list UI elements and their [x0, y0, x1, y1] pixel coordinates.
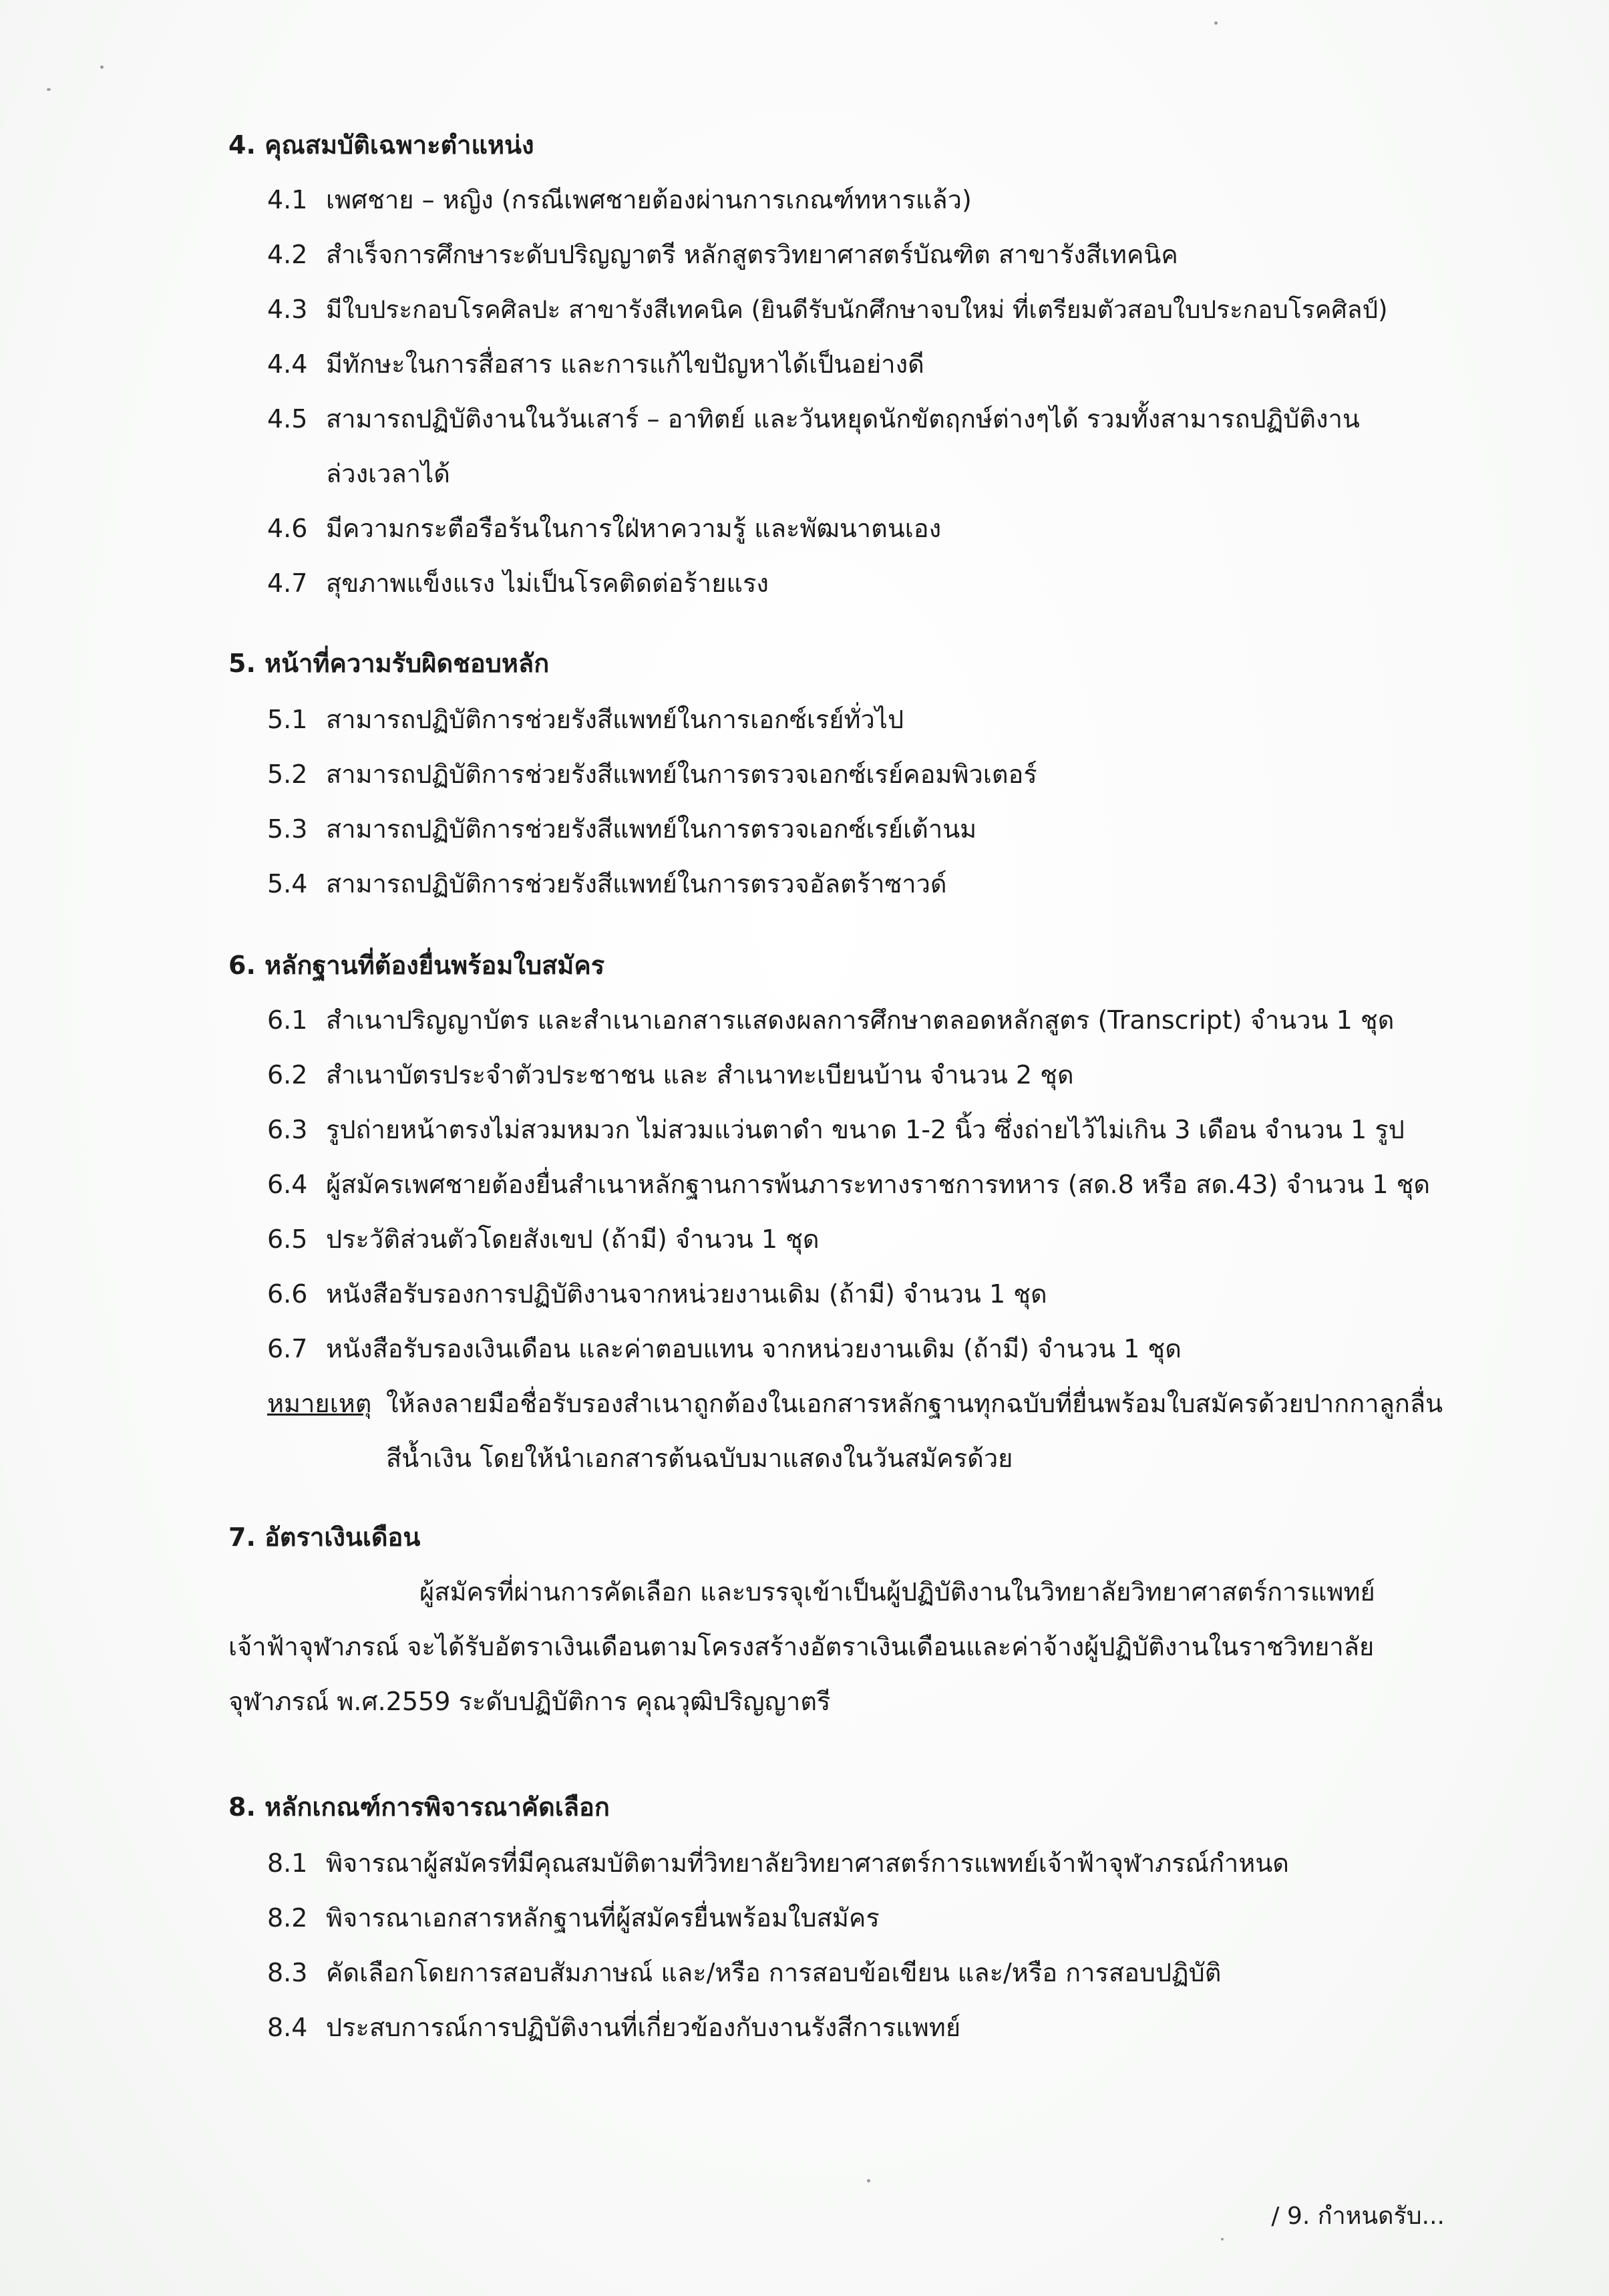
item-text: พิจารณาผู้สมัครที่มีคุณสมบัติตามที่วิทยาลัยวิทยาศาสตร์การแพทย์เจ้าฟ้าจุฬาภรณ์กำหนด — [326, 1848, 1289, 1878]
note-continuation: สีน้ำเงิน โดยให้นำเอกสารต้นฉบับมาแสดงในวันสมัครด้วย — [386, 1444, 1013, 1473]
note-label: หมายเหตุ — [267, 1389, 372, 1418]
item-number: 8.3 — [267, 1958, 308, 1987]
item-number: 5.2 — [267, 760, 308, 789]
list-item — [267, 516, 941, 541]
list-item — [267, 1905, 880, 1931]
item-text: สามารถปฏิบัติงานในวันเสาร์ – อาทิตย์ และวันหยุดนักขัตฤกษ์ต่างๆได้ รวมทั้งสามารถปฏิบัติงาน — [326, 404, 1360, 434]
item-text: หนังสือรับรองเงินเดือน และค่าตอบแทน จากหน่วยงานเดิม (ถ้ามี) จำนวน 1 ชุด — [326, 1334, 1182, 1363]
item-text: สำเร็จการศึกษาระดับปริญญาตรี หลักสูตรวิทยาศาสตร์บัณฑิต สาขารังสีเทคนิค — [326, 240, 1178, 269]
item-number: 4.2 — [267, 240, 308, 269]
item-text: สามารถปฏิบัติการช่วยรังสีแพทย์ในการตรวจเอกซ์เรย์เต้านม — [326, 814, 977, 844]
list-item — [267, 1062, 1074, 1088]
list-item — [267, 1960, 1221, 1985]
item-number: 6.5 — [267, 1224, 308, 1254]
item-text: รูปถ่ายหน้าตรงไม่สวมหมวก ไม่สวมแว่นตาดำ ขนาด 1-2 นิ้ว ซึ่งถ่ายไว้ไม่เกิน 3 เดือน จำนวน 1 รูป — [326, 1115, 1405, 1144]
item-number: 6.7 — [267, 1334, 308, 1363]
item-text: สำเนาบัตรประจำตัวประชาชน และ สำเนาทะเบียนบ้าน จำนวน 2 ชุด — [326, 1060, 1074, 1090]
item-continuation: ล่วงเวลาได้ — [326, 459, 450, 488]
salary-paragraph-line-2: เจ้าฟ้าจุฬาภรณ์ จะได้รับอัตราเงินเดือนตามโครงสร้างอัตราเงินเดือนและค่าจ้างผู้ปฏิบัติงานในราชวิทยาลัย — [228, 1632, 1375, 1661]
list-item — [267, 1172, 1430, 1197]
list-item — [267, 1281, 1047, 1307]
list-item — [267, 707, 904, 732]
list-item — [267, 242, 1178, 267]
list-item — [267, 816, 976, 842]
item-number: 8.4 — [267, 2013, 308, 2042]
scan-speck — [100, 65, 104, 69]
list-item — [267, 1850, 1289, 1876]
list-item — [267, 1117, 1405, 1142]
scan-speck — [1214, 21, 1218, 25]
section-5-title: 5. หน้าที่ความรับผิดชอบหลัก — [228, 649, 550, 678]
item-text: สามารถปฏิบัติการช่วยรังสีแพทย์ในการตรวจเอกซ์เรย์คอมพิวเตอร์ — [326, 760, 1037, 789]
item-text: มีความกระตือรือร้นในการใฝ่หาความรู้ และพัฒนาตนเอง — [326, 514, 942, 543]
item-number: 8.1 — [267, 1848, 308, 1878]
list-item — [267, 2015, 960, 2040]
item-text: สามารถปฏิบัติการช่วยรังสีแพทย์ในการเอกซ์เรย์ทั่วไป — [326, 705, 904, 734]
item-text: มีทักษะในการสื่อสาร และการแก้ไขปัญหาได้เป็นอย่างดี — [326, 349, 924, 379]
salary-paragraph-line-1: ผู้สมัครที่ผ่านการคัดเลือก และบรรจุเข้าเป็นผู้ปฏิบัติงานในวิทยาลัยวิทยาศาสตร์การแพทย์ — [419, 1577, 1375, 1607]
list-item — [267, 871, 947, 896]
item-text: หนังสือรับรองการปฏิบัติงานจากหน่วยงานเดิม (ถ้ามี) จำนวน 1 ชุด — [326, 1279, 1047, 1309]
section-6-title: 6. หลักฐานที่ต้องยื่นพร้อมใบสมัคร — [228, 951, 605, 980]
list-item — [267, 297, 1388, 322]
item-number: 6.6 — [267, 1279, 308, 1309]
list-item — [267, 762, 1037, 787]
list-item — [267, 187, 972, 212]
item-number: 4.1 — [267, 185, 308, 214]
item-number: 6.3 — [267, 1115, 308, 1144]
note-text: ให้ลงลายมือชื่อรับรองสำเนาถูกต้องในเอกสารหลักฐานทุกฉบับที่ยื่นพร้อมใบสมัครด้วยปากกาลูกลื่น — [386, 1389, 1443, 1418]
scan-speck — [1221, 2238, 1224, 2241]
item-text: สุขภาพแข็งแรง ไม่เป็นโรคติดต่อร้ายแรง — [326, 568, 769, 598]
item-text: สำเนาปริญญาบัตร และสำเนาเอกสารแสดงผลการศึกษาตลอดหลักสูตร (Transcript) จำนวน 1 ชุด — [326, 1005, 1395, 1035]
item-text: คัดเลือกโดยการสอบสัมภาษณ์ และ/หรือ การสอบข้อเขียน และ/หรือ การสอบปฏิบัติ — [326, 1958, 1222, 1987]
item-number: 8.2 — [267, 1903, 308, 1933]
item-text: ประสบการณ์การปฏิบัติงานที่เกี่ยวข้องกับงานรังสีการแพทย์ — [326, 2013, 961, 2042]
next-page-reference: / 9. กำหนดรับ... — [1271, 2202, 1445, 2230]
list-item — [267, 406, 1360, 432]
item-number: 5.3 — [267, 814, 308, 844]
item-number: 4.3 — [267, 295, 308, 324]
item-number: 4.7 — [267, 568, 308, 598]
item-text: เพศชาย – หญิง (กรณีเพศชายต้องผ่านการเกณฑ์ทหารแล้ว) — [326, 185, 972, 214]
item-number: 4.5 — [267, 404, 308, 434]
scan-speck — [47, 88, 51, 91]
list-item — [267, 351, 924, 377]
list-item — [267, 1226, 820, 1252]
salary-paragraph-line-3: จุฬาภรณ์ พ.ศ.2559 ระดับปฏิบัติการ คุณวุฒิปริญญาตรี — [228, 1687, 831, 1716]
item-number: 6.2 — [267, 1060, 308, 1090]
item-text: พิจารณาเอกสารหลักฐานที่ผู้สมัครยื่นพร้อมใบสมัคร — [326, 1903, 880, 1933]
section-8-title: 8. หลักเกณฑ์การพิจารณาคัดเลือก — [228, 1792, 610, 1822]
list-item — [267, 1336, 1182, 1361]
item-number: 5.4 — [267, 869, 308, 898]
item-number: 4.6 — [267, 514, 308, 543]
item-text: มีใบประกอบโรคศิลปะ สาขารังสีเทคนิค (ยินดีรับนักศึกษาจบใหม่ ที่เตรียมตัวสอบใบประกอบโรคศิลป์) — [326, 295, 1388, 324]
section-7-title: 7. อัตราเงินเดือน — [228, 1522, 421, 1552]
item-text: ประวัติส่วนตัวโดยสังเขป (ถ้ามี) จำนวน 1 ชุด — [326, 1224, 820, 1254]
item-number: 4.4 — [267, 349, 308, 379]
item-number: 5.1 — [267, 705, 308, 734]
item-number: 6.1 — [267, 1005, 308, 1035]
section-4-title: 4. คุณสมบัติเฉพาะตำแหน่ง — [228, 130, 534, 160]
item-text: สามารถปฏิบัติการช่วยรังสีแพทย์ในการตรวจอัลตร้าซาวด์ — [326, 869, 947, 898]
item-number: 6.4 — [267, 1170, 308, 1199]
item-text: ผู้สมัครเพศชายต้องยื่นสำเนาหลักฐานการพ้นภาระทางราชการทหาร (สด.8 หรือ สด.43) จำนวน 1 ชุด — [326, 1170, 1431, 1199]
list-item — [267, 570, 769, 596]
scan-speck — [867, 2179, 870, 2182]
list-item — [267, 1007, 1394, 1033]
